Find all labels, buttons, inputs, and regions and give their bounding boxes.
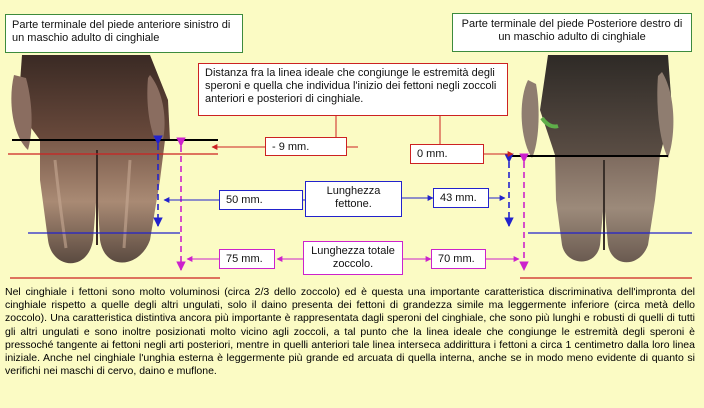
left-foot-photo [11, 55, 170, 263]
fettone-posteriore-value: 43 mm. [433, 188, 489, 208]
minus9-label: - 9 mm. [265, 137, 347, 156]
totale-posteriore-value: 70 mm. [431, 249, 486, 269]
title-left-label: Parte terminale del piede anteriore sinistro di un maschio adulto di cinghiale [5, 14, 243, 53]
fettone-label: Lunghezza fettone. [305, 181, 402, 217]
note-label: Distanza fra la linea ideale che congiunge le estremità degli speroni e quella che individua l'inizio dei fettoni negli zoccoli anteriori e posteriori di cinghiale. [198, 63, 508, 116]
description-paragraph: Nel cinghiale i fettoni sono molto voluminosi (circa 2/3 dello zoccolo) ed è questa una importante caratteristica discriminativa dell'impronta del cinghiale rispetto a quelle degli altri ungulati, solo il daino presenta dei fettoni di grandezza simile ma leggermente inferiore (circa metà dello zoccolo). Una caratteristica distintiva ancora più importante è rappresentata dagli speroni del cinghiale, che sono più lunghi e robusti di quelli di tutti gli altri ungulati e sono inoltre posizionati molto vicino agli zoccoli, a tal punto che la linea ideale che congiunge le estremità degli speroni è pressoché tangente ai fettoni negli arti posteriori, mentre in quelli anteriori tale linea interseca addirittura i fettoni a circa 1 centimetro dalla loro linea iniziale. Anche nel cinghiale l'unghia esterna è leggermente più grande ed arcuata di quella interna, anche se in modo meno evidente di quanto si verifichi nei maschi di cervo, daino e muflone. [5, 286, 695, 378]
totale-label: Lunghezza totale zoccolo. [303, 241, 403, 275]
right-foot-photo [522, 55, 674, 262]
totale-anteriore-value: 75 mm. [219, 249, 275, 269]
fettone-anteriore-value: 50 mm. [219, 190, 303, 210]
zero-label: 0 mm. [410, 144, 484, 164]
title-right-label: Parte terminale del piede Posteriore destro di un maschio adulto di cinghiale [452, 13, 692, 52]
